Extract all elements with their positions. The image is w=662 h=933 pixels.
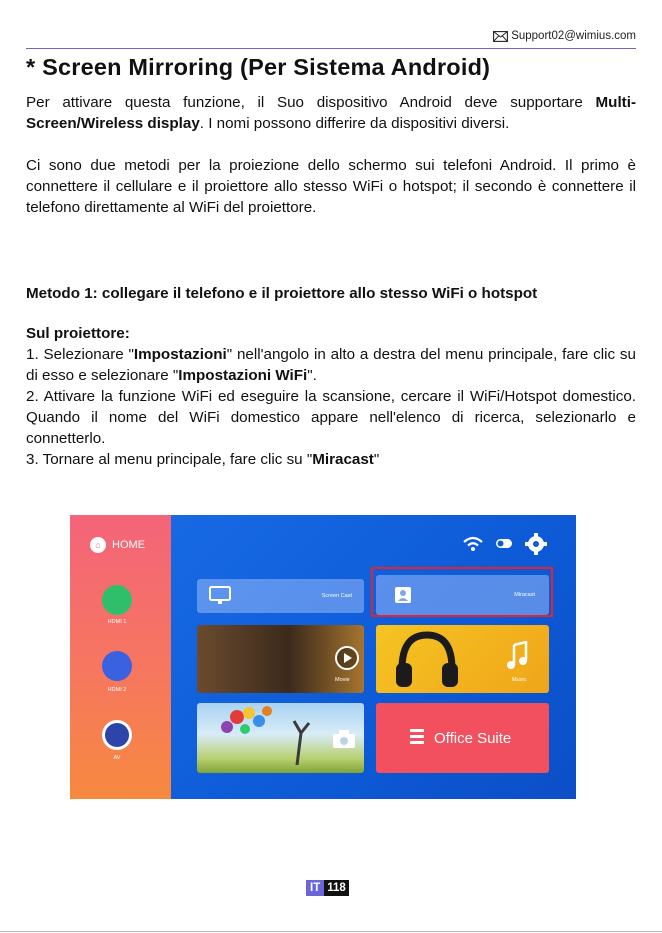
av-icon	[102, 720, 132, 750]
home-icon: ⌂	[90, 537, 106, 553]
hdmi2-label: HDMI 2	[107, 687, 127, 693]
music-note-icon	[506, 641, 528, 671]
hdmi2-icon	[102, 651, 132, 681]
intro-paragraph: Per attivare questa funzione, il Suo dispositivo Android deve supportare Multi-Screen/Wireless display. I nomi possono differire da dispositivi diversi.	[26, 94, 636, 132]
av-label: AV	[113, 755, 121, 761]
bottom-divider	[0, 931, 662, 932]
header-divider	[26, 48, 636, 49]
method1-heading: Metodo 1: collegare il telefono e il proiettore allo stesso WiFi o hotspot	[26, 285, 538, 302]
home-label: ⌂ HOME	[90, 537, 145, 553]
office-suite-tile[interactable]	[376, 703, 549, 773]
play-icon	[334, 645, 360, 671]
movie-tile[interactable]: Movie	[197, 625, 364, 693]
headphones-icon	[394, 629, 460, 691]
miracast-tile[interactable]: Miracast	[376, 575, 549, 615]
screen-cast-tile[interactable]: Screen Cast	[197, 579, 364, 613]
gear-icon	[525, 533, 547, 555]
step-1: 1. Selezionare "Impostazioni" nell'angolo in alto a destra del menu principale, fare clic su di esso e selezionare "Impostazioni WiFi".	[26, 346, 636, 384]
projector-instructions	[26, 323, 636, 470]
projector-menu-screenshot	[70, 515, 576, 799]
hdmi1-label: HDMI 1	[107, 619, 127, 625]
language-tag: IT	[306, 880, 324, 896]
monitor-icon	[209, 586, 231, 606]
page-title: * Screen Mirroring (Per Sistema Android)	[26, 54, 491, 80]
envelope-icon	[493, 31, 508, 42]
miracast-highlight-box	[371, 567, 553, 617]
office-suite-label: Office Suite	[434, 730, 512, 747]
step-2: 2. Attivare la funzione WiFi ed eseguire la scansione, cercare il WiFi/Hotspot domestico. Quando il nome del WiFi domestico appare nell'elenco di ricerca, selezionarlo e connetterlo.	[26, 388, 636, 447]
camera-icon	[332, 729, 356, 749]
toggle-icon	[496, 539, 512, 548]
photo-tile[interactable]	[197, 703, 364, 773]
support-email	[493, 30, 636, 42]
wifi-icon	[464, 538, 482, 551]
multiscreen-term: Multi-Screen/Wireless display	[26, 94, 636, 132]
methods-paragraph: Ci sono due metodi per la proiezione dello schermo sui telefoni Android. Il primo è connettere il cellulare e il proiettore allo stesso WiFi o hotspot; il secondo è connettere il telefono direttamente al WiFi del proiettore.	[26, 157, 636, 216]
status-icons	[462, 533, 552, 555]
music-tile[interactable]: Music	[376, 625, 549, 693]
projector-heading: Sul proiettore:	[26, 325, 130, 342]
source-sidebar	[70, 515, 171, 799]
email-text: Support02@wimius.com	[511, 30, 636, 42]
document-list-icon	[410, 729, 424, 745]
page-number-value: 118	[324, 880, 349, 896]
step-3: 3. Tornare al menu principale, fare clic su "Miracast"	[26, 451, 380, 468]
page-number	[306, 880, 349, 896]
hdmi1-icon	[102, 585, 132, 615]
